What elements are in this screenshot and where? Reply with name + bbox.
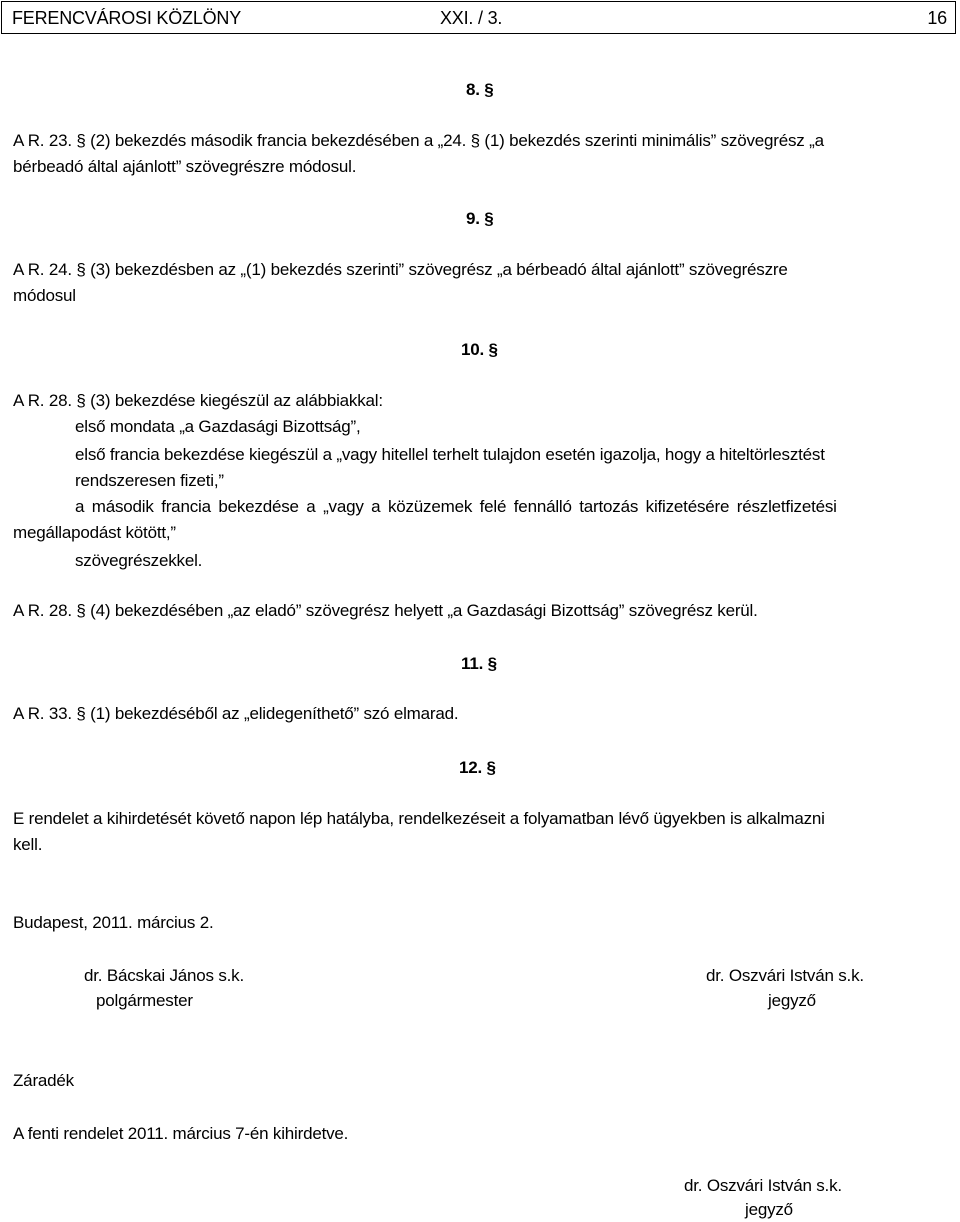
section-8-heading: 8. § [466,80,494,99]
section-12-line-1: E rendelet a kihirdetését követő napon lép hatályba, rendelkezéseit a folyamatban lévő ügyekben is alkalmazni [13,809,825,828]
section-10-item-3-cont: megállapodást kötött,” [13,523,176,542]
section-8-line-1: A R. 23. § (2) bekezdés második francia bekezdésében a „24. § (1) bekezdés szerinti minimális” szövegrész „a [13,131,824,150]
notary-name: dr. Oszvári István s.k. [706,966,864,985]
section-10-extra: A R. 28. § (4) bekezdésében „az eladó” szövegrész helyett „a Gazdasági Bizottság” szövegrész kerül. [13,601,758,620]
clause-heading: Záradék [13,1071,74,1090]
mayor-title: polgármester [96,991,193,1010]
notary-title: jegyző [768,991,816,1010]
header-bar [1,1,956,34]
section-12-line-2: kell. [13,835,43,854]
clause-signer-name: dr. Oszvári István s.k. [684,1176,842,1195]
section-10-item-3: a második francia bekezdése a „vagy a közüzemek felé fennálló tartozás kifizetésére részletfizetési [75,497,837,516]
section-9-line-1: A R. 24. § (3) bekezdésben az „(1) bekezdés szerinti” szövegrész „a bérbeadó által ajánlott” szövegrészre [13,260,788,279]
section-12-heading: 12. § [459,758,496,777]
section-10-closing: szövegrészekkel. [75,551,203,570]
section-10-item-2-cont: rendszeresen fizeti,” [75,471,224,490]
mayor-name: dr. Bácskai János s.k. [84,966,245,985]
place-and-date: Budapest, 2011. március 2. [13,913,214,932]
section-8-line-2: bérbeadó által ajánlott” szövegrészre módosul. [13,157,357,176]
clause-text: A fenti rendelet 2011. március 7-én kihirdetve. [13,1124,349,1143]
page-number: 16 [927,8,947,28]
section-9-heading: 9. § [466,209,494,228]
section-11-heading: 11. § [461,654,497,673]
section-10-item-2: első francia bekezdése kiegészül a „vagy hitellel terhelt tulajdon esetén igazolja, hogy a hiteltörlesztést [75,445,825,464]
clause-signer-title: jegyző [745,1200,793,1219]
section-10-intro: A R. 28. § (3) bekezdése kiegészül az alábbiakkal: [13,391,383,410]
section-11-text: A R. 33. § (1) bekezdéséből az „elidegeníthető” szó elmarad. [13,704,459,723]
section-9-line-2: módosul [13,286,76,305]
publication-title: FERENCVÁROSI KÖZLÖNY [12,8,242,28]
section-10-heading: 10. § [461,340,498,359]
section-10-item-1: első mondata „a Gazdasági Bizottság”, [75,417,361,436]
issue-number: XXI. / 3. [440,8,503,28]
